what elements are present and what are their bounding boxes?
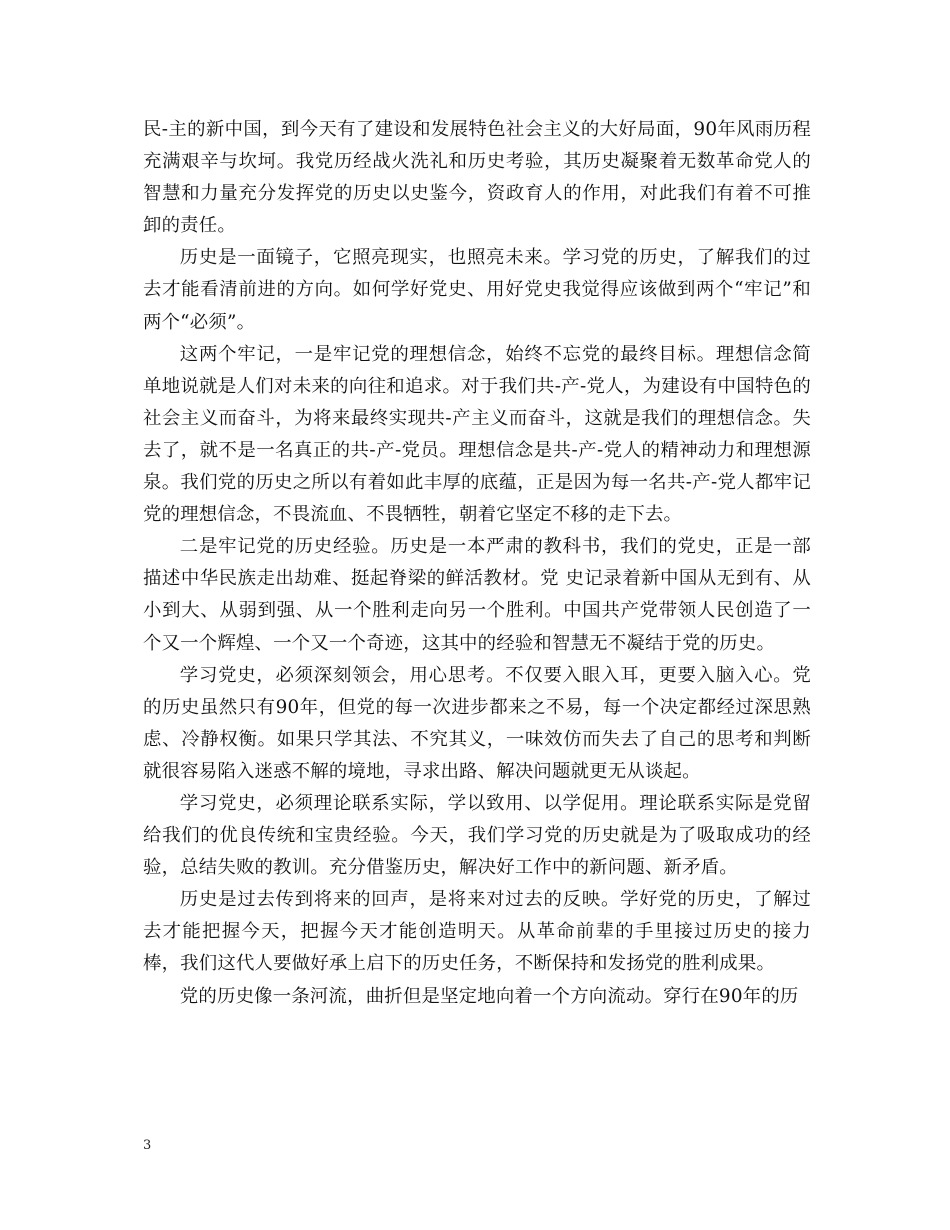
paragraph-4: 二是牢记党的历史经验。历史是一本严肃的教科书，我们的党史，正是一部描述中华民族走出劫难、挺起脊梁的鲜活教材。党 史记录着新中国从无到有、从小到大、从弱到强、从一个胜利走向另一个胜利。中国共产党带领人民创造了一个又一个辉煌、一个又一个奇迹，这其中的经验和智慧无不凝结于党的历史。	[143, 536, 811, 654]
paragraph-2: 历史是一面镜子，它照亮现实，也照亮未来。学习党的历史，了解我们的过去才能看清前进的方向。如何学好党史、用好党史我觉得应该做到两个“牢记”和两个“必须”。	[143, 247, 811, 333]
paragraph-5: 学习党史，必须深刻领会，用心思考。不仅要入眼入耳，更要入脑入心。党的历史虽然只有90年，但党的每一次进步都来之不易，每一个决定都经过深思熟虑、冷静权衡。如果只学其法、不究其义，一味效仿而失去了自己的思考和判断就很容易陷入迷惑不解的境地，寻求出路、解决问题就更无从谈起。	[143, 664, 811, 782]
paragraph-8: 党的历史像一条河流，曲折但是坚定地向着一个方向流动。穿行在90年的历	[179, 985, 799, 1007]
paragraph-1: 民-主的新中国，到今天有了建设和发展特色社会主义的大好局面，90年风雨历程充满艰辛与坎坷。我党历经战火洗礼和历史考验，其历史凝聚着无数革命党人的智慧和力量充分发挥党的历史以史鉴今，资政育人的作用，对此我们有着不可推卸的责任。	[143, 119, 811, 237]
body-text	[143, 114, 811, 1013]
page-number: 3	[143, 1138, 152, 1153]
paragraph-6: 学习党史，必须理论联系实际，学以致用、以学促用。理论联系实际是党留给我们的优良传统和宝贵经验。今天，我们学习党的历史就是为了吸取成功的经验，总结失败的教训。充分借鉴历史，解决好工作中的新问题、新矛盾。	[143, 792, 811, 879]
paragraph-3: 这两个牢记，一是牢记党的理想信念，始终不忘党的最终目标。理想信念简单地说就是人们对未来的向往和追求。对于我们共-产-党人，为建设有中国特色的社会主义而奋斗，为将来最终实现共-产主义而奋斗，这就是我们的理想信念。失去了，就不是一名真正的共-产-党员。理想信念是共-产-党人的精神动力和理想源泉。我们党的历史之所以有着如此丰厚的底蕴，正是因为每一名共-产-党人都牢记党的理想信念，不畏流血、不畏牺牲，朝着它坚定不移的走下去。	[143, 343, 811, 526]
paragraph-7: 历史是过去传到将来的回声，是将来对过去的反映。学好党的历史，了解过去才能把握今天，把握今天才能创造明天。从革命前辈的手里接过历史的接力棒，我们这代人要做好承上启下的历史任务，不断保持和发扬党的胜利成果。	[143, 889, 811, 975]
